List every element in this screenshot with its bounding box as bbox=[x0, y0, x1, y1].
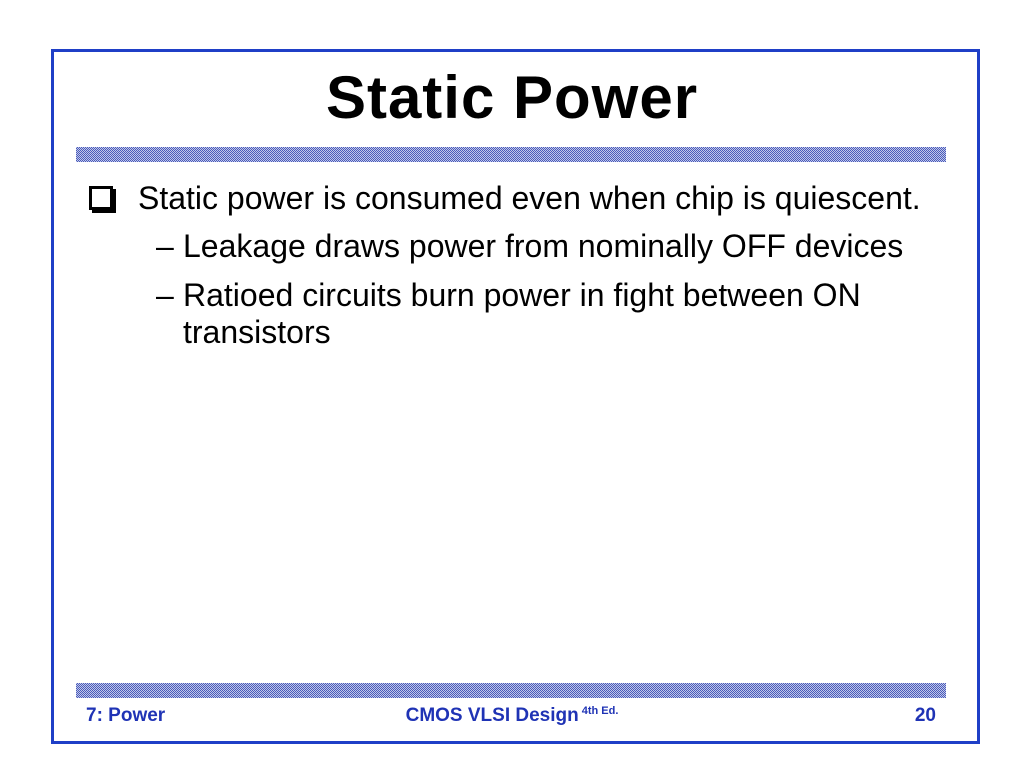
slide-body bbox=[86, 178, 936, 351]
bullet-item bbox=[86, 178, 936, 218]
bullet-text: Static power is consumed even when chip is quiescent. bbox=[138, 180, 921, 216]
footer-book-title bbox=[0, 703, 1024, 729]
sub-bullet-item bbox=[86, 277, 936, 351]
slide-title: Static Power bbox=[325, 64, 699, 131]
sub-bullet-item bbox=[86, 228, 936, 265]
sub-bullet-text: Leakage draws power from nominally OFF devices bbox=[183, 228, 904, 264]
footer-chapter: 7: Power bbox=[86, 705, 166, 726]
page-number: 20 bbox=[914, 705, 936, 726]
footer-divider-band bbox=[76, 683, 946, 698]
sub-bullet-text: Ratioed circuits burn power in fight between ON transistors bbox=[183, 277, 861, 350]
footer-book-name: CMOS VLSI Design bbox=[405, 705, 579, 726]
checkbox-square-icon bbox=[89, 186, 113, 210]
title-divider-band bbox=[76, 147, 946, 162]
dash-marker: – bbox=[156, 228, 174, 264]
dash-marker: – bbox=[156, 277, 174, 313]
footer-edition: 4th Ed. bbox=[581, 704, 619, 717]
